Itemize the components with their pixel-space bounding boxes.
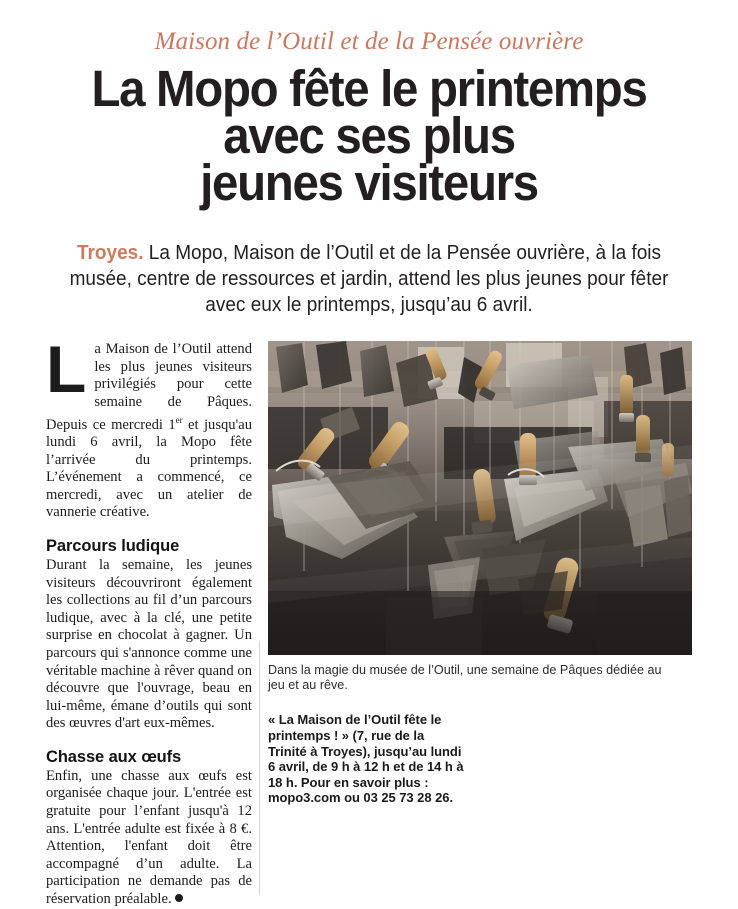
article-photo-graphic — [268, 341, 692, 655]
paragraph-chasse-aux-oeufs-text: Enfin, une chasse aux œufs est organisée chaque jour. L'entrée est gratuite pour l’enfant jusqu'à 12 ans. L'entrée adulte est fixée à 8 €. Attention, l'enfant doit être accompagné d’un adulte. La participation ne demande pas de réservation préalable. — [46, 767, 252, 908]
headline-line-3: jeunes visiteurs — [200, 154, 538, 211]
subhead-parcours-ludique: Parcours ludique — [46, 536, 180, 555]
ordinal-suffix: er — [175, 414, 183, 425]
text-column — [46, 332, 252, 908]
article-photo — [268, 341, 692, 655]
column-divider-rule — [259, 641, 260, 894]
lead-paragraph-block — [46, 332, 252, 522]
practical-info-box: « La Maison de l’Outil fête le printemps ! » (7, rue de la Trinité à Troyes), jusqu’au lundi 6 avril, de 9 h à 12 h et de 14 h à 18 h. Pour en savoir plus : mopo3.com ou 03 25 73 28 26. — [268, 712, 464, 806]
standfirst-place: Troyes. — [76, 242, 144, 265]
section-chasse-aux-oeufs-body — [46, 768, 252, 909]
section-parcours-ludique-body — [46, 557, 252, 733]
headline-line-1: La Mopo fête le printemps — [91, 60, 647, 117]
article-body-columns — [46, 332, 692, 908]
paragraph-parcours-ludique: Durant la semaine, les jeunes visiteurs découvriront également les collections au fil d’un parcours ludique, avec à la clé, une petite surprise en chocolat à gagner. Un parcours qui s'annonce comme une véritable machine à rêver quand on découvre que l'ouvrage, beau en lui-même, émane d’outils qui sont des œuvres d'art eux-mêmes. — [46, 556, 252, 732]
subhead-chasse-aux-oeufs: Chasse aux œufs — [46, 747, 182, 766]
article-headline — [69, 60, 670, 211]
media-column — [268, 341, 692, 806]
article-standfirst — [62, 240, 676, 318]
lead-paragraph: La Maison de l’Outil attend les plus jeunes visiteurs privilégiés pour cette semaine de Pâques. Depuis ce mercredi 1er et jusqu'au lundi 6 avril, la Mopo fête l’arrivée du printemps. L’événement a commencé, ce mercredi, avec un atelier de vannerie créative. — [46, 332, 252, 521]
photo-caption: Dans la magie du musée de l’Outil, une semaine de Pâques dédiée au jeu et au rêve. — [268, 663, 662, 692]
column-gutter — [252, 341, 268, 908]
paragraph-chasse-aux-oeufs — [46, 768, 252, 909]
standfirst-text: La Mopo, Maison de l’Outil et de la Pensée ouvrière, à la fois musée, centre de ressources et jardin, attend les plus jeunes pour fêter avec eux le printemps, jusqu’au 6 avril. — [69, 242, 669, 317]
headline-line-2: avec ses plus — [223, 107, 515, 164]
end-mark-icon — [175, 894, 183, 902]
article-kicker: Maison de l’Outil et de la Pensée ouvrière — [154, 28, 584, 55]
